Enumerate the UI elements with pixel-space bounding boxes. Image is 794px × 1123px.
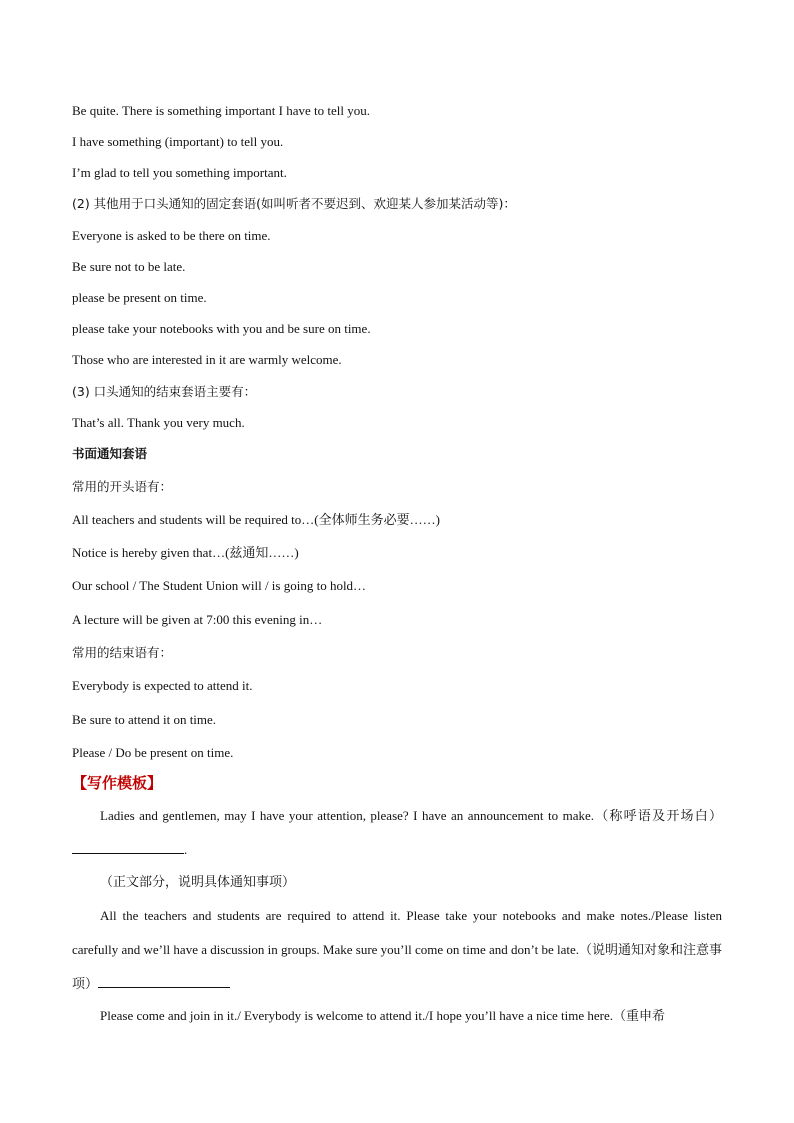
blank-line-1 xyxy=(72,839,184,854)
paragraph-2-text: （正文部分，说明具体通知事项） xyxy=(100,875,296,890)
template-paragraph-1 xyxy=(72,799,722,867)
line-7: please be present on time. xyxy=(72,290,207,305)
line-14: All teachers and students will be required to…(全体师生务必要……) xyxy=(72,512,440,527)
line-17: A lecture will be given at 7:00 this evening in… xyxy=(72,612,323,627)
line-1: Be quite. There is something important I have to tell you. xyxy=(72,103,370,118)
paragraph-3-text: All the teachers and students are required to attend it. Please take your notebooks and make notes./Please listen carefully and we’ll have a discussion in groups. Make sure you’ll come on time and don’t be late.（说明通知对象和注意事项） xyxy=(72,908,722,991)
line-3: I’m glad to tell you something important. xyxy=(72,165,287,180)
line-6: Be sure not to be late. xyxy=(72,259,186,274)
line-11: That’s all. Thank you very much. xyxy=(72,415,245,430)
template-paragraph-3 xyxy=(72,899,722,1001)
line-4: (2) 其他用于口头通知的固定套语(如叫听者不要迟到、欢迎某人参加某活动等)： xyxy=(72,196,516,211)
line-2: I have something (important) to tell you. xyxy=(72,134,284,149)
template-paragraph-2 xyxy=(72,866,722,900)
line-18: 常用的结束语有： xyxy=(72,645,173,660)
line-13: 常用的开头语有： xyxy=(72,479,173,494)
line-20: Be sure to attend it on time. xyxy=(72,712,217,727)
line-21: Please / Do be present on time. xyxy=(72,745,234,760)
writing-template-title: 【写作模板】 xyxy=(72,774,163,792)
paragraph-1-text: Ladies and gentlemen, may I have your attention, please? I have an announcement to make.（称呼语及开场白） xyxy=(100,808,722,823)
line-8: please take your notebooks with you and be sure on time. xyxy=(72,321,371,336)
line-10: (3) 口头通知的结束套语主要有： xyxy=(72,384,257,399)
paragraph-1-end: . xyxy=(184,842,188,857)
section-heading-written-notice: 书面通知套语 xyxy=(72,446,148,461)
paragraph-4-text: Please come and join in it./ Everybody is welcome to attend it./I hope you’ll have a nice time here.（重申希 xyxy=(100,1008,665,1023)
line-9: Those who are interested in it are warmly welcome. xyxy=(72,352,342,367)
line-5: Everyone is asked to be there on time. xyxy=(72,228,271,243)
line-16: Our school / The Student Union will / is going to hold… xyxy=(72,578,367,593)
template-paragraph-4 xyxy=(72,999,722,1033)
blank-line-2 xyxy=(98,973,230,988)
line-15: Notice is hereby given that…(兹通知……) xyxy=(72,545,299,560)
line-19: Everybody is expected to attend it. xyxy=(72,678,253,693)
